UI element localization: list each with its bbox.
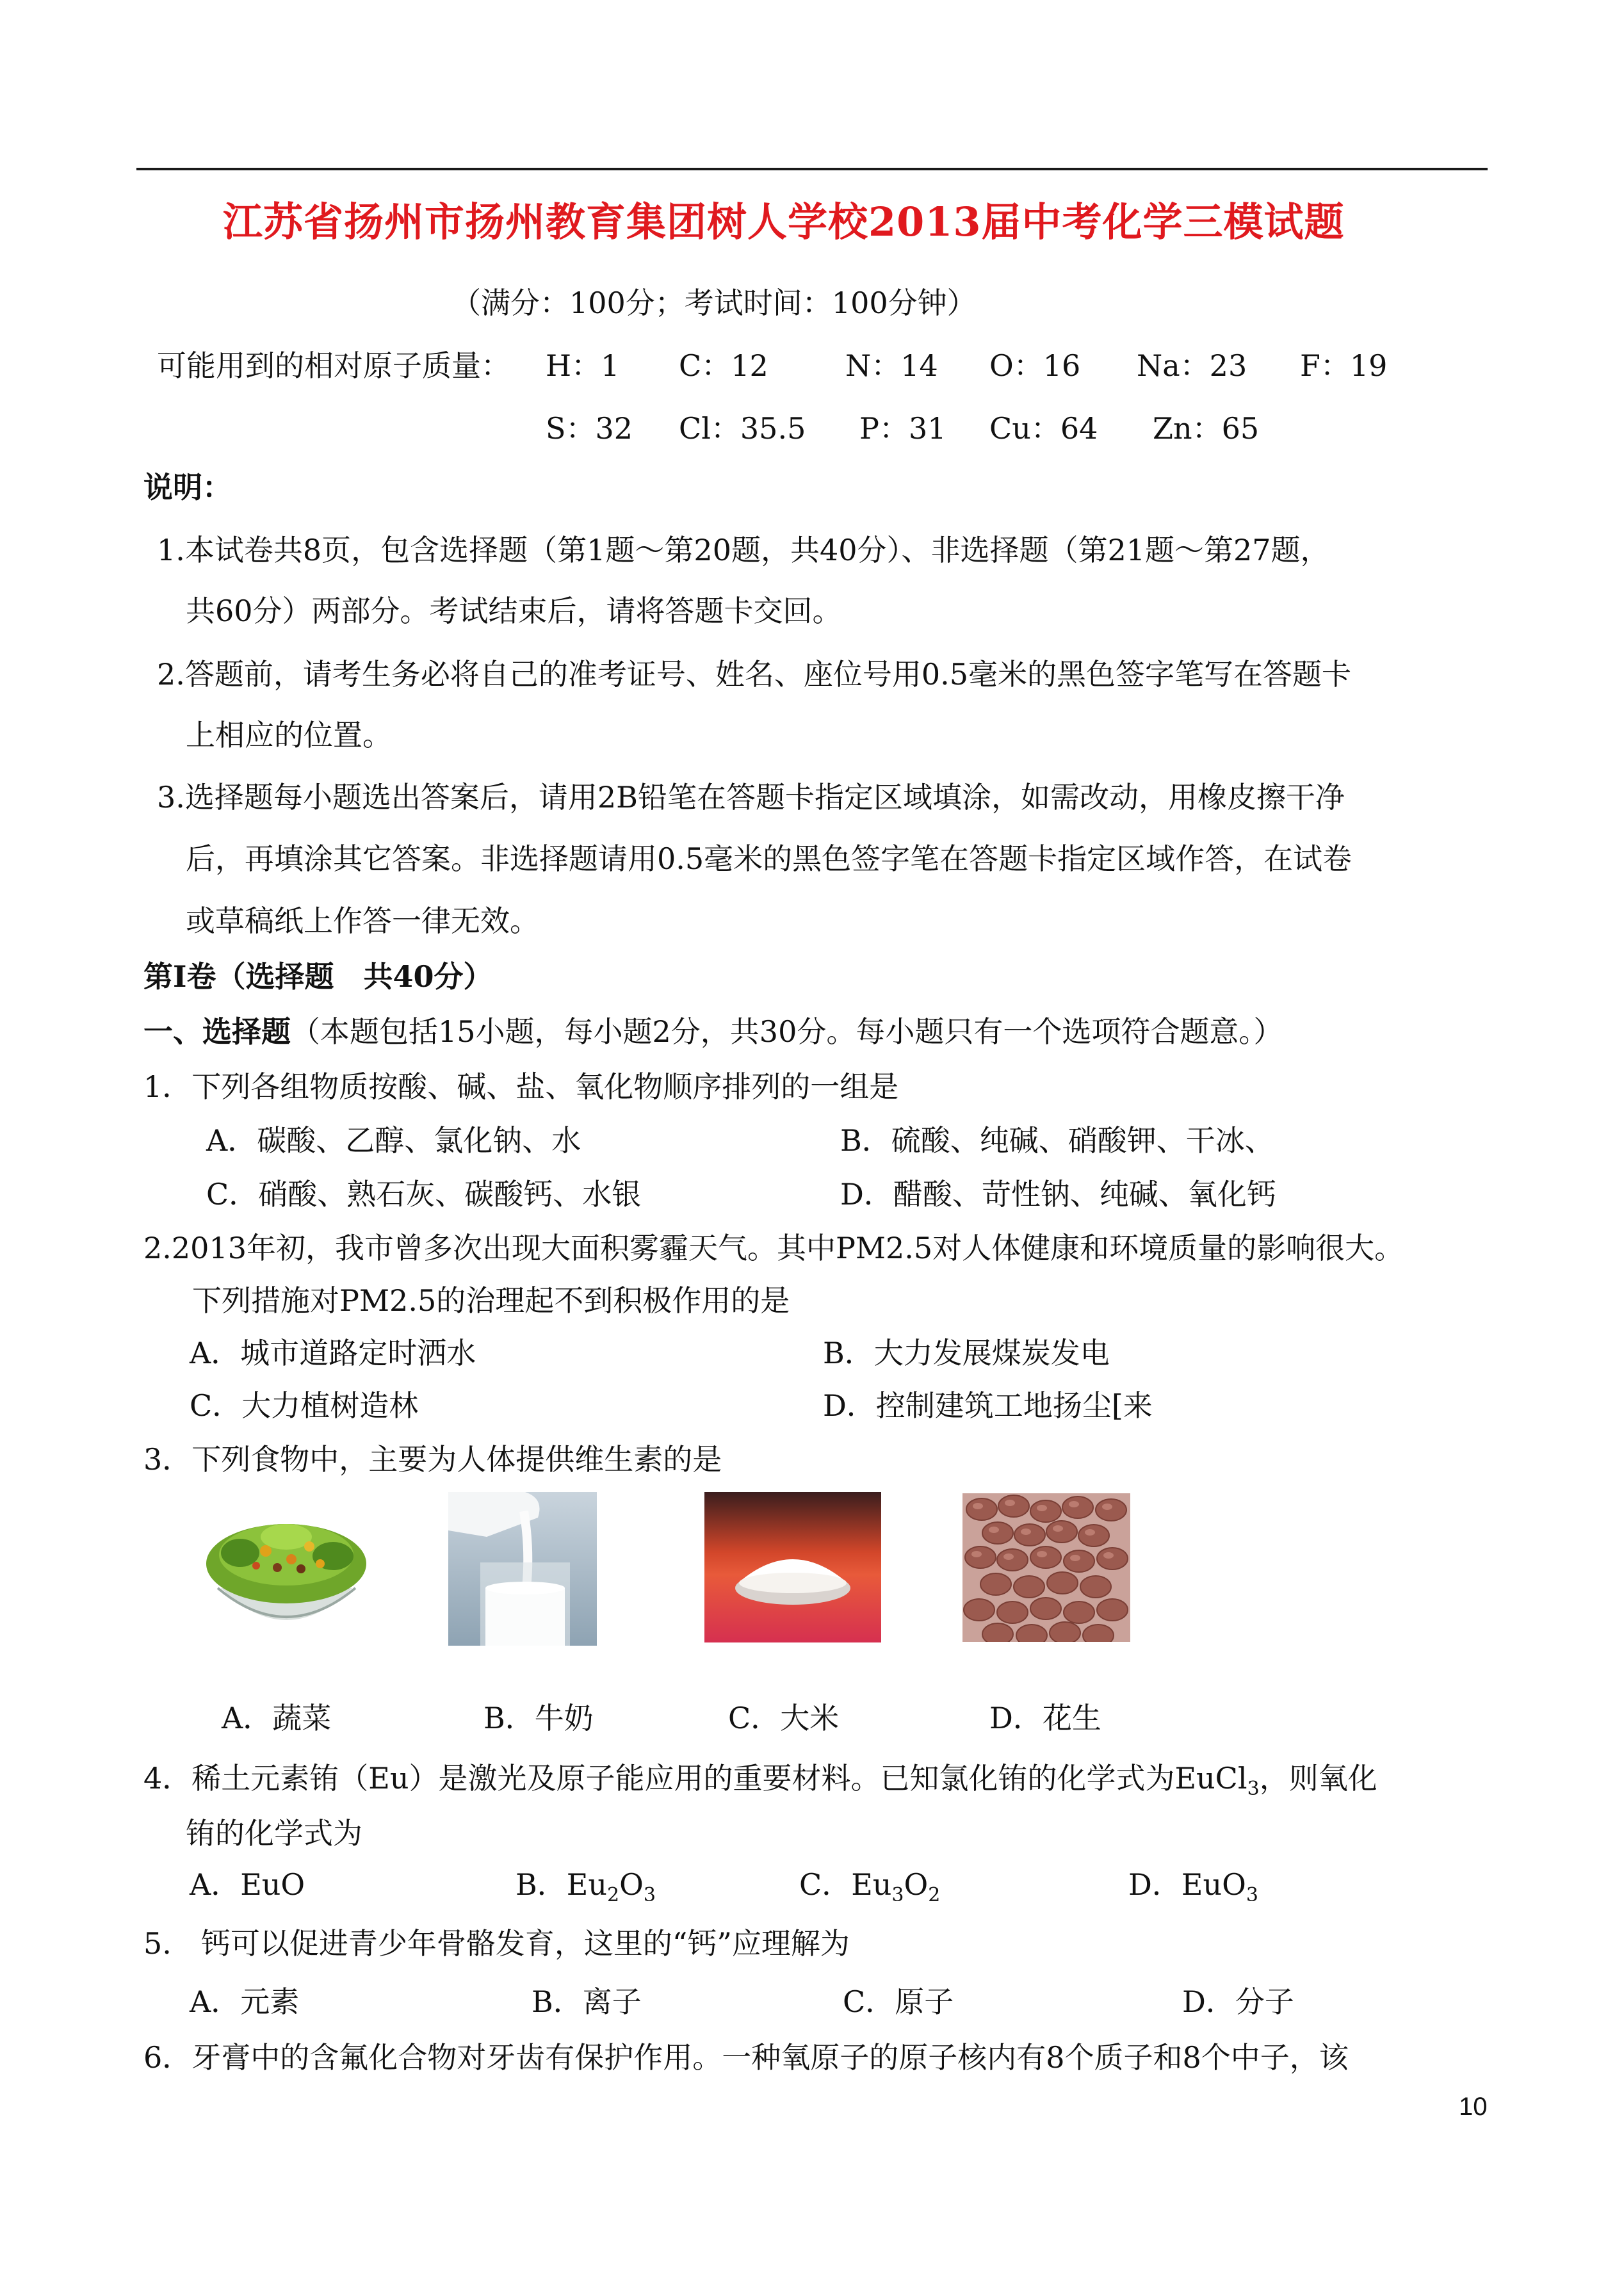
q4-option-c xyxy=(799,1867,941,1906)
q1-option-d: D．醋酸、苛性钠、纯碱、氧化钙 xyxy=(840,1177,1276,1212)
mass-p: P：31 xyxy=(859,411,946,446)
page-number: 10 xyxy=(1459,2093,1488,2121)
mass-h: H：1 xyxy=(546,348,620,383)
mass-cl: Cl：35.5 xyxy=(679,411,806,446)
q4-option-b-pre: B．Eu xyxy=(516,1867,608,1902)
q2-stem-line2: 下列措施对PM2.5的治理起不到积极作用的是 xyxy=(192,1283,790,1318)
note-2-line2: 上相应的位置。 xyxy=(186,718,392,752)
q4-option-c-pre: C．Eu xyxy=(799,1867,892,1902)
q5-option-a: A．元素 xyxy=(190,1984,300,2019)
q5-stem: 5. 钙可以促进青少年骨骼发育，这里的“钙”应理解为 xyxy=(143,1926,850,1961)
note-1-line2: 共60分）两部分。考试结束后，请将答题卡交回。 xyxy=(186,594,842,628)
q3-option-d: D．花生 xyxy=(989,1701,1101,1735)
exam-info: （满分：100分；考试时间：100分钟） xyxy=(451,286,977,320)
rice-image xyxy=(704,1492,881,1642)
peanuts-image xyxy=(962,1493,1130,1642)
q2-option-c: C．大力植树造林 xyxy=(190,1388,419,1423)
q1-option-a: A．碳酸、乙醇、氯化钠、水 xyxy=(206,1123,581,1158)
q4-option-c-mid: O xyxy=(904,1867,929,1902)
q3-option-c: C．大米 xyxy=(728,1701,840,1735)
q2-option-a: A．城市道路定时洒水 xyxy=(190,1336,476,1370)
page-title: 江苏省扬州市扬州教育集团树人学校2013届中考化学三模试题 xyxy=(223,199,1345,245)
q4-option-b-mid: O xyxy=(619,1867,644,1902)
section1-heading-line xyxy=(143,1014,1283,1049)
q2-option-d: D．控制建筑工地扬尘[来 xyxy=(823,1388,1153,1423)
q4-option-b-sub2: 3 xyxy=(643,1884,656,1906)
q3-stem: 3．下列食物中，主要为人体提供维生素的是 xyxy=(143,1442,722,1477)
section1-heading: 一、选择题 xyxy=(143,1014,291,1049)
note-3-line2: 后，再填涂其它答案。非选择题请用0.5毫米的黑色签字笔在答题卡指定区域作答，在试卷 xyxy=(186,841,1352,876)
mass-n: N：14 xyxy=(845,348,938,383)
mass-zn: Zn：65 xyxy=(1153,411,1260,446)
q4-stem-line2: 铕的化学式为 xyxy=(186,1816,362,1851)
mass-c: C：12 xyxy=(679,348,768,383)
q1-stem: 1．下列各组物质按酸、碱、盐、氧化物顺序排列的一组是 xyxy=(143,1069,899,1104)
q4-option-d xyxy=(1128,1867,1258,1906)
note-1-line1: 1.本试卷共8页，包含选择题（第1题～第20题，共40分）、非选择题（第21题～第27题， xyxy=(157,533,1330,567)
q3-option-a: A．蔬菜 xyxy=(222,1701,332,1735)
q4-option-d-sub: 3 xyxy=(1246,1884,1258,1906)
q4-stem-post: ，则氧化 xyxy=(1259,1761,1377,1796)
note-2-line1: 2.答题前，请考生务必将自己的准考证号、姓名、座位号用0.5毫米的黑色签字笔写在答题卡 xyxy=(157,657,1352,692)
q1-option-c: C．硝酸、熟石灰、碳酸钙、水银 xyxy=(206,1177,642,1212)
q4-option-a: A．EuO xyxy=(190,1867,305,1902)
q4-option-c-sub1: 3 xyxy=(891,1884,904,1906)
mass-o: O：16 xyxy=(989,348,1081,383)
mass-f: F：19 xyxy=(1300,348,1388,383)
q4-stem-pre: 4．稀土元素铕（Eu）是激光及原子能应用的重要材料。已知氯化铕的化学式为EuCl xyxy=(143,1761,1247,1796)
q1-option-b: B．硫酸、纯碱、硝酸钾、干冰、 xyxy=(840,1123,1274,1158)
part1-heading: 第Ⅰ卷（选择题 共40分） xyxy=(143,959,493,994)
mass-cu: Cu：64 xyxy=(989,411,1098,446)
section1-desc: （本题包括15小题，每小题2分，共30分。每小题只有一个选项符合题意。） xyxy=(291,1014,1283,1049)
q4-option-d-pre: D．EuO xyxy=(1128,1867,1246,1902)
milk-image xyxy=(448,1492,597,1646)
q4-option-c-sub2: 2 xyxy=(928,1884,941,1906)
q5-option-b: B．离子 xyxy=(532,1984,642,2019)
note-3-line3: 或草稿纸上作答一律无效。 xyxy=(186,904,539,938)
q3-option-b: B．牛奶 xyxy=(483,1701,594,1735)
salad-image xyxy=(195,1492,378,1646)
q4-stem-line1 xyxy=(143,1761,1377,1800)
notes-heading: 说明： xyxy=(143,470,232,505)
q2-stem-line1: 2.2013年初，我市曾多次出现大面积雾霾天气。其中PM2.5对人体健康和环境质量的影响很大。 xyxy=(143,1231,1404,1265)
q4-stem-subscript: 3 xyxy=(1247,1778,1260,1800)
q5-option-d: D．分子 xyxy=(1182,1984,1294,2019)
mass-s: S：32 xyxy=(546,411,633,446)
mass-na: Na：23 xyxy=(1137,348,1247,383)
header-rule xyxy=(136,168,1488,170)
q6-stem: 6．牙膏中的含氟化合物对牙齿有保护作用。一种氧原子的原子核内有8个质子和8个中子，该 xyxy=(143,2040,1349,2075)
q4-option-b xyxy=(516,1867,656,1906)
atomic-mass-label: 可能用到的相对原子质量： xyxy=(157,348,510,383)
q2-option-b: B．大力发展煤炭发电 xyxy=(823,1336,1110,1370)
note-3-line1: 3.选择题每小题选出答案后，请用2B铅笔在答题卡指定区域填涂，如需改动，用橡皮擦干净 xyxy=(157,780,1345,815)
q5-option-c: C．原子 xyxy=(843,1984,954,2019)
q4-option-b-sub1: 2 xyxy=(607,1884,620,1906)
